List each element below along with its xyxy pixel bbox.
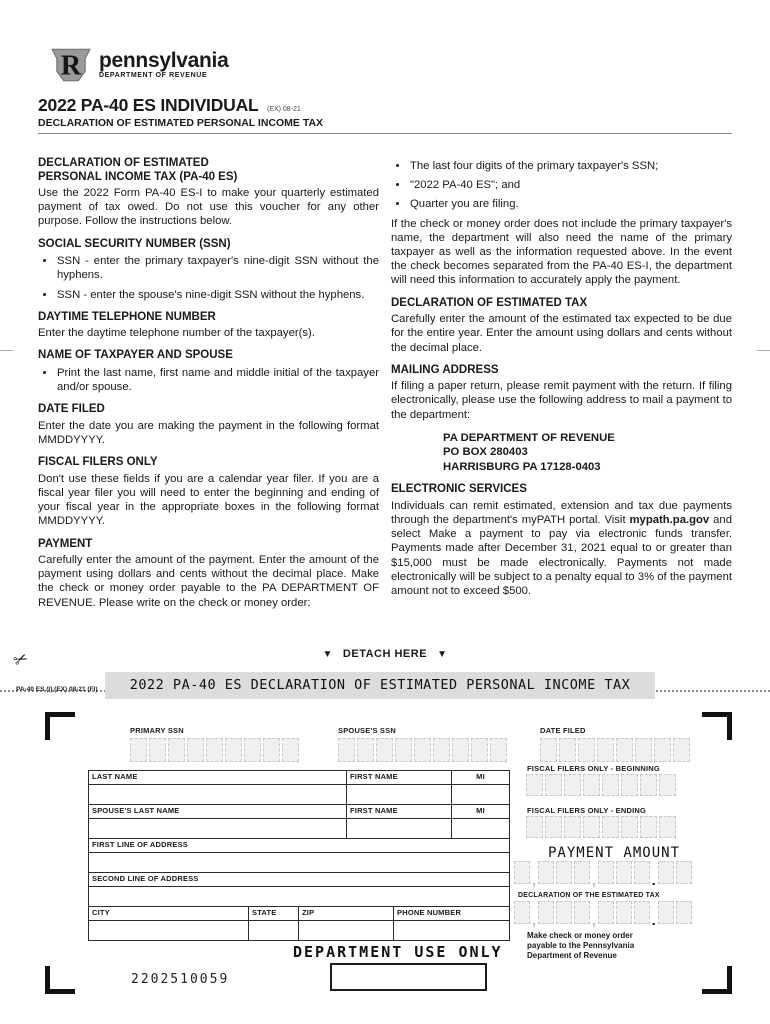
entry-box[interactable] xyxy=(578,738,595,762)
spouse-ssn-field[interactable] xyxy=(338,726,507,762)
phone-label: PHONE NUMBER xyxy=(397,908,462,917)
bullet-item: • Print the last name, first name and middle initial of the taxpayer and/or spouse. xyxy=(56,366,379,394)
entry-box[interactable] xyxy=(598,901,614,924)
entry-box[interactable] xyxy=(598,861,614,884)
entry-box[interactable] xyxy=(514,901,530,924)
primary-ssn-label: PRIMARY SSN xyxy=(130,726,184,735)
entry-box[interactable] xyxy=(526,816,543,838)
bullet-list xyxy=(38,366,379,394)
bullet-list xyxy=(38,254,379,302)
bullet-item: • Quarter you are filing. xyxy=(409,197,732,211)
date-filed-field[interactable] xyxy=(540,726,690,762)
entry-box[interactable] xyxy=(556,861,572,884)
comma-separator: , xyxy=(591,872,596,888)
entry-box[interactable] xyxy=(376,738,393,762)
address-line1-label: FIRST LINE OF ADDRESS xyxy=(92,840,189,849)
spouse-last-name-label: SPOUSE'S LAST NAME xyxy=(89,805,347,818)
date-filed-boxes[interactable] xyxy=(540,738,690,762)
detach-arrow-icon: ▼ xyxy=(322,649,333,660)
entry-box[interactable] xyxy=(654,738,671,762)
taxpayer-info-table xyxy=(88,770,510,941)
section-heading-ssn: SOCIAL SECURITY NUMBER (SSN) xyxy=(38,237,231,250)
entry-box[interactable] xyxy=(168,738,185,762)
logo-brand-text: pennsylvania xyxy=(99,49,229,72)
instructions-right-column xyxy=(391,150,732,599)
address-line: HARRISBURG PA 17128-0403 xyxy=(443,460,601,473)
decimal-point: . xyxy=(651,912,656,928)
entry-box[interactable] xyxy=(635,738,652,762)
spouse-ssn-label: SPOUSE'S SSN xyxy=(338,726,396,735)
fiscal-ending-boxes[interactable] xyxy=(526,816,676,838)
spouse-last-name-input[interactable] xyxy=(89,819,347,838)
entry-box[interactable] xyxy=(538,861,554,884)
phone-input[interactable] xyxy=(394,921,509,940)
spouse-mi-input[interactable] xyxy=(452,819,509,838)
body-paragraph: Use the 2022 Form PA-40 ES-I to make your quarterly estimated payment of tax owed. Do not use this voucher for any other purpose. Follow the instructions below. xyxy=(38,187,379,228)
entry-box[interactable] xyxy=(574,861,590,884)
entry-box[interactable] xyxy=(452,738,469,762)
entry-box[interactable] xyxy=(640,774,657,796)
section-heading-declaration-tax: DECLARATION OF ESTIMATED TAX xyxy=(391,296,588,309)
entry-box[interactable] xyxy=(540,738,557,762)
bullet-item: • The last four digits of the primary taxpayer's SSN; xyxy=(409,159,732,173)
heading-line: PERSONAL INCOME TAX (PA-40 ES) xyxy=(38,170,238,183)
entry-box[interactable] xyxy=(130,738,147,762)
entry-box[interactable] xyxy=(640,816,657,838)
payment-amount-label: PAYMENT AMOUNT xyxy=(548,845,681,861)
entry-box[interactable] xyxy=(206,738,223,762)
paragraph-text: Individuals can remit estimated, extension and tax due payments through the department's myPATH portal. Visit xyxy=(391,499,732,527)
department-use-only-label: DEPARTMENT USE ONLY xyxy=(293,943,503,961)
section-heading-name: NAME OF TAXPAYER AND SPOUSE xyxy=(38,349,233,362)
pa-revenue-logo xyxy=(50,44,228,86)
entry-box[interactable] xyxy=(621,774,638,796)
note-line: Department of Revenue xyxy=(527,951,617,960)
logo-sub-text: DEPARTMENT OF REVENUE xyxy=(99,72,208,79)
city-label: CITY xyxy=(89,907,249,920)
entry-box[interactable] xyxy=(673,738,690,762)
section-heading-phone: DAYTIME TELEPHONE NUMBER xyxy=(38,310,216,323)
voucher-form-code: PA-40 ES (I) (EX) 08-21 (FI) xyxy=(16,686,98,693)
entry-box[interactable] xyxy=(616,861,632,884)
fold-mark-right xyxy=(757,350,770,351)
fiscal-beginning-boxes[interactable] xyxy=(526,774,676,796)
keystone-logo-icon xyxy=(50,44,92,86)
primary-ssn-boxes[interactable] xyxy=(130,738,299,762)
table-row xyxy=(89,785,509,804)
scissors-icon: ✂ xyxy=(10,647,32,672)
body-paragraph: Enter the date you are making the payment in the following format MMDDYYYY. xyxy=(38,419,379,447)
address-line: PA DEPARTMENT OF REVENUE xyxy=(443,431,615,444)
address-line2-input[interactable] xyxy=(89,887,509,906)
body-paragraph: Enter the daytime telephone number of the taxpayer(s). xyxy=(38,327,315,340)
entry-box[interactable] xyxy=(395,738,412,762)
declaration-estimated-tax-boxes[interactable] xyxy=(514,901,692,928)
body-paragraph: If filing a paper return, please remit payment with the return. If filing electronically, please use the following address to mail a payment to the department: xyxy=(391,380,732,421)
entry-box[interactable] xyxy=(583,816,600,838)
section-heading-electronic: ELECTRONIC SERVICES xyxy=(391,483,527,496)
heading-line: DECLARATION OF ESTIMATED xyxy=(38,157,209,169)
section-heading-mailing: MAILING ADDRESS xyxy=(391,363,499,376)
table-row xyxy=(89,819,509,838)
bullet-list xyxy=(391,159,732,212)
body-paragraph: If the check or money order does not include the primary taxpayer's name, the department will also need the name of the primary taxpayer as well as the information requested above. In the event the check becomes separated from the PA-40 ES-I, the department will need this information to accurately apply the payment. xyxy=(391,217,732,287)
entry-box[interactable] xyxy=(263,738,280,762)
registration-corner-mark xyxy=(702,712,732,740)
spouse-first-name-input[interactable] xyxy=(347,819,452,838)
bullet-item: • "2022 PA-40 ES"; and xyxy=(409,178,732,192)
entry-box[interactable] xyxy=(634,901,650,924)
section-heading-date-filed: DATE FILED xyxy=(38,403,105,416)
entry-box[interactable] xyxy=(471,738,488,762)
mypath-url: mypath.pa.gov xyxy=(629,514,710,527)
instructions-left-column xyxy=(38,150,379,611)
zip-input[interactable] xyxy=(299,921,394,940)
svg-text:R: R xyxy=(60,50,82,82)
entry-box[interactable] xyxy=(564,816,581,838)
entry-box[interactable] xyxy=(616,901,632,924)
last-name-label: LAST NAME xyxy=(89,771,347,784)
address-line2-label: SECOND LINE OF ADDRESS xyxy=(92,874,199,883)
entry-box[interactable] xyxy=(634,861,650,884)
entry-box[interactable] xyxy=(149,738,166,762)
voucher-form-number: 2202510059 xyxy=(131,972,230,987)
entry-box[interactable] xyxy=(225,738,242,762)
note-line: payable to the Pennsylvania xyxy=(527,941,635,950)
entry-box[interactable] xyxy=(597,738,614,762)
registration-corner-mark xyxy=(45,712,75,740)
mi-input[interactable] xyxy=(452,785,509,804)
registration-corner-mark xyxy=(702,966,732,994)
check-payable-note xyxy=(527,931,634,961)
last-name-input[interactable] xyxy=(89,785,347,804)
header-divider xyxy=(38,133,732,134)
form-title-row xyxy=(38,95,301,116)
fiscal-ending-label: FISCAL FILERS ONLY - ENDING xyxy=(527,806,647,815)
detach-here-label xyxy=(0,648,770,660)
table-row xyxy=(89,921,509,940)
entry-box[interactable] xyxy=(602,816,619,838)
entry-box[interactable] xyxy=(545,774,562,796)
entry-box[interactable] xyxy=(659,774,676,796)
date-filed-label: DATE FILED xyxy=(540,726,586,735)
comma-separator: , xyxy=(532,912,536,928)
entry-box[interactable] xyxy=(433,738,450,762)
entry-box[interactable] xyxy=(282,738,299,762)
spouse-first-name-label: FIRST NAME xyxy=(347,805,452,818)
payment-amount-boxes[interactable] xyxy=(514,861,692,888)
state-label: STATE xyxy=(249,907,299,920)
first-name-input[interactable] xyxy=(347,785,452,804)
entry-box[interactable] xyxy=(559,738,576,762)
entry-box[interactable] xyxy=(659,816,676,838)
state-input[interactable] xyxy=(249,921,299,940)
entry-box[interactable] xyxy=(583,774,600,796)
table-row xyxy=(89,887,509,906)
section-heading-fiscal: FISCAL FILERS ONLY xyxy=(38,456,158,469)
bullet-item: • SSN - enter the spouse's nine-digit SSN without the hyphens. xyxy=(56,288,379,302)
declaration-estimated-tax-label: DECLARATION OF THE ESTIMATED TAX xyxy=(518,892,660,899)
entry-box[interactable] xyxy=(574,901,590,924)
entry-box[interactable] xyxy=(357,738,374,762)
entry-box[interactable] xyxy=(338,738,355,762)
table-row xyxy=(89,906,509,921)
city-input[interactable] xyxy=(89,921,249,940)
mailing-address-block xyxy=(443,431,732,475)
form-revision: (EX) 08-21 xyxy=(266,106,301,113)
fiscal-beginning-label: FISCAL FILERS ONLY - BEGINNING xyxy=(527,764,660,773)
entry-box[interactable] xyxy=(414,738,431,762)
entry-box[interactable] xyxy=(621,816,638,838)
table-row xyxy=(89,872,509,887)
bullet-item: • SSN - enter the primary taxpayer's nine-digit SSN without the hyphens. xyxy=(56,254,379,282)
detach-text: DETACH HERE xyxy=(342,648,428,660)
table-row xyxy=(89,853,509,872)
page-title: 2022 PA-40 ES INDIVIDUAL xyxy=(38,95,259,115)
voucher-title-banner: 2022 PA-40 ES DECLARATION OF ESTIMATED PERSONAL INCOME TAX xyxy=(105,672,655,699)
note-line: Make check or money order xyxy=(527,931,633,940)
registration-corner-mark xyxy=(45,966,75,994)
entry-box[interactable] xyxy=(616,738,633,762)
entry-box[interactable] xyxy=(676,861,692,884)
section-heading-payment: PAYMENT xyxy=(38,537,93,550)
body-paragraph xyxy=(391,499,732,598)
comma-separator: , xyxy=(591,912,596,928)
entry-box[interactable] xyxy=(187,738,204,762)
detach-arrow-icon: ▼ xyxy=(437,649,448,660)
logo-text xyxy=(99,51,228,79)
body-paragraph: Don't use these fields if you are a calendar year filer. If you are a fiscal year filer you will need to enter the beginning and ending of your fiscal year in the appropriate boxes in the following format MMDDYYYY. xyxy=(38,472,379,528)
entry-box[interactable] xyxy=(538,901,554,924)
table-row xyxy=(89,838,509,853)
paragraph-text: and select Make a payment to pay via electronic funds transfer. Payments made after December 31, 2021 equal to or greater than $15,000 must be made electronically. Payments not made electronically will be subject to a penalty equal to 3% of the payment amount not to exceed $500. xyxy=(391,514,732,598)
entry-box[interactable] xyxy=(602,774,619,796)
entry-box[interactable] xyxy=(658,861,674,884)
primary-ssn-field[interactable] xyxy=(130,726,299,762)
entry-box[interactable] xyxy=(545,816,562,838)
first-name-label: FIRST NAME xyxy=(347,771,452,784)
spouse-ssn-boxes[interactable] xyxy=(338,738,507,762)
entry-box[interactable] xyxy=(490,738,507,762)
zip-label: ZIP xyxy=(299,907,394,920)
address-line: PO BOX 280403 xyxy=(443,446,528,459)
entry-box[interactable] xyxy=(564,774,581,796)
entry-box[interactable] xyxy=(526,774,543,796)
form-subtitle: DECLARATION OF ESTIMATED PERSONAL INCOME TAX xyxy=(38,117,324,129)
entry-box[interactable] xyxy=(556,901,572,924)
department-use-only-box xyxy=(330,963,487,991)
entry-box[interactable] xyxy=(514,861,530,884)
fiscal-beginning-field[interactable] xyxy=(526,774,676,796)
spouse-mi-label: MI xyxy=(476,806,485,815)
table-row xyxy=(89,804,509,819)
entry-box[interactable] xyxy=(658,901,674,924)
entry-box[interactable] xyxy=(244,738,261,762)
decimal-point: . xyxy=(651,872,656,888)
table-row xyxy=(89,771,509,785)
fold-mark-left xyxy=(0,350,13,351)
comma-separator: , xyxy=(532,872,536,888)
entry-box[interactable] xyxy=(676,901,692,924)
body-paragraph: Carefully enter the amount of the estimated tax expected to be due for the entire year. Enter the amount using dollars and cents without the decimal place. xyxy=(391,313,732,354)
fiscal-ending-field[interactable] xyxy=(526,816,676,838)
body-paragraph: Carefully enter the amount of the payment. Enter the amount of the payment using dollars and cents without the decimal place. Make the check or money order payable to the PA DEPARTMENT OF REVENUE. Please write on the check or money order: xyxy=(38,554,379,609)
section-heading-declaration xyxy=(38,157,379,184)
address-line1-input[interactable] xyxy=(89,853,509,872)
mi-label: MI xyxy=(476,772,485,781)
